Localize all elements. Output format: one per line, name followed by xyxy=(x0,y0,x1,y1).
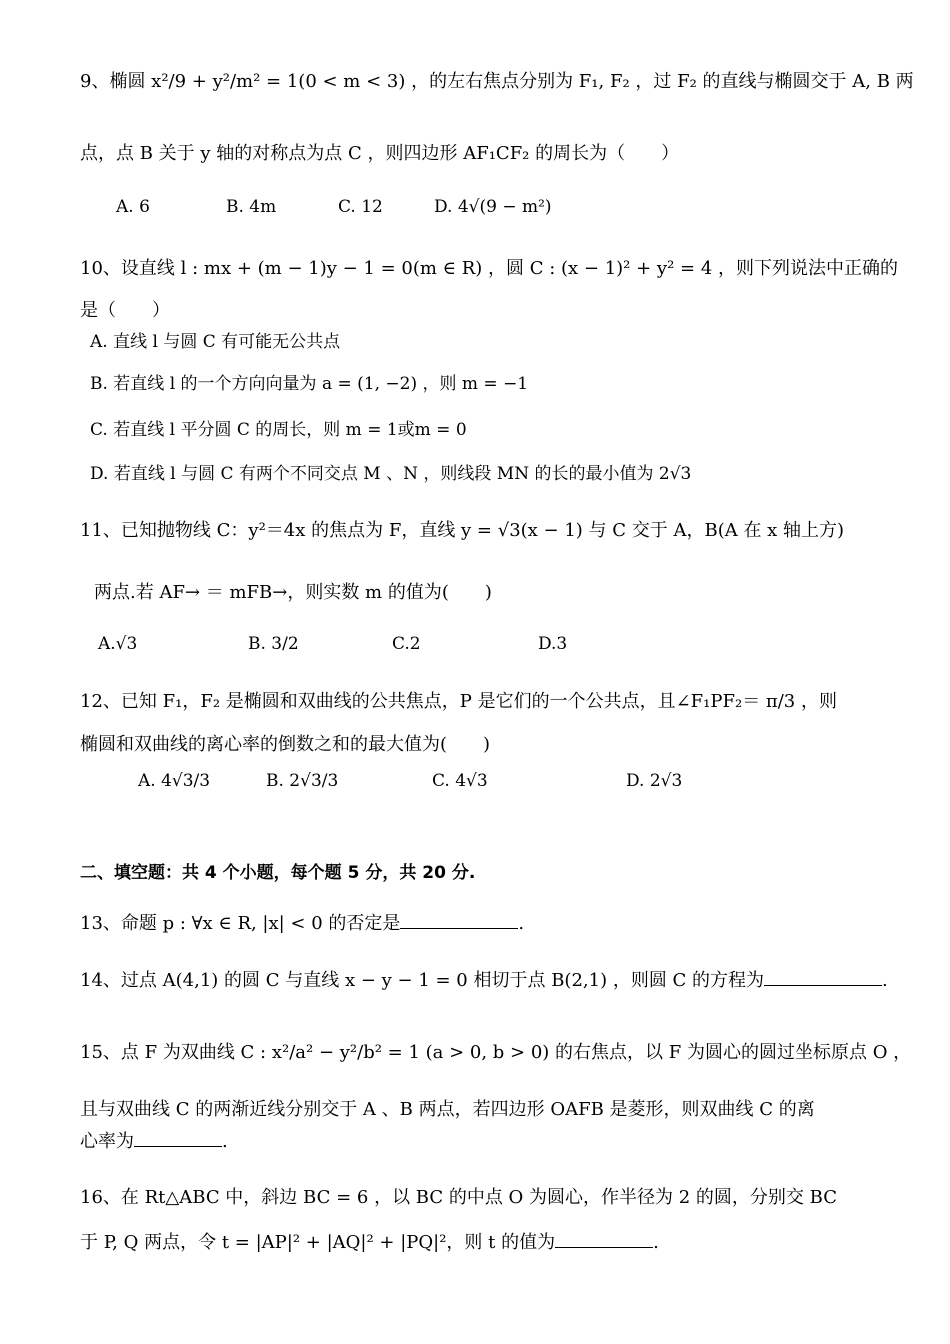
q16-line1: 16、在 Rt△ABC 中，斜边 BC = 6 ，以 BC 的中点 O 为圆心，作半径为 2 的圆，分别交 BC xyxy=(80,1187,837,1208)
q12-option-d: D. 2√3 xyxy=(626,771,683,791)
q9-option-b: B. 4m xyxy=(226,197,277,217)
q12-line1: 12、已知 F₁，F₂ 是椭圆和双曲线的公共焦点，P 是它们的一个公共点，且∠F₁PF₂＝ π/3 ，则 xyxy=(80,691,837,712)
q16-line2-text: 于 P, Q 两点，令 t = |AP|² + |AQ|² + |PQ|²，则 t 的值为 xyxy=(80,1232,556,1253)
q9-option-d: D. 4√(9 − m²) xyxy=(434,197,552,217)
q11-option-b: B. 3/2 xyxy=(248,634,299,654)
q10-option-b: B. 若直线 l 的一个方向向量为 a = (1, −2) ，则 m = −1 xyxy=(90,374,529,394)
q10-option-a: A. 直线 l 与圆 C 有可能无公共点 xyxy=(90,332,341,352)
q10-option-d: D. 若直线 l 与圆 C 有两个不同交点 M 、N ，则线段 MN 的长的最小值为 2√3 xyxy=(90,464,692,484)
q16-answer-blank[interactable] xyxy=(555,1229,653,1248)
q16-line2 xyxy=(80,1229,659,1255)
q13-end: . xyxy=(518,913,525,934)
q14-line xyxy=(80,967,888,993)
q11-line2: 两点.若 AF→ ＝ mFB→，则实数 m 的值为( ) xyxy=(94,582,492,603)
q11-line1: 11、已知抛物线 C：y²＝4x 的焦点为 F，直线 y = √3(x − 1) 与 C 交于 A，B(A 在 x 轴上方) xyxy=(80,520,845,541)
q16-end: . xyxy=(653,1232,659,1253)
q9-line1: 9、椭圆 x²/9 + y²/m² = 1(0 < m < 3) ，的左右焦点分别为 F₁, F₂ ，过 F₂ 的直线与椭圆交于 A, B 两 xyxy=(80,71,914,92)
q14-answer-blank[interactable] xyxy=(764,967,882,986)
q14-text: 14、过点 A(4,1) 的圆 C 与直线 x − y − 1 = 0 相切于点 B(2,1) ，则圆 C 的方程为 xyxy=(80,970,765,991)
q10-line2: 是（ ） xyxy=(80,300,170,321)
q15-line3 xyxy=(80,1128,228,1154)
q10-option-c: C. 若直线 l 平分圆 C 的周长，则 m = 1或m = 0 xyxy=(90,420,467,440)
q11-option-d: D.3 xyxy=(538,634,568,654)
q9-option-c: C. 12 xyxy=(338,197,383,217)
q12-option-c: C. 4√3 xyxy=(432,771,488,791)
q12-option-a: A. 4√3/3 xyxy=(138,771,211,791)
q13-answer-blank[interactable] xyxy=(400,910,518,929)
q12-option-b: B. 2√3/3 xyxy=(266,771,339,791)
section-heading: 二、填空题：共 4 个小题，每个题 5 分，共 20 分. xyxy=(80,863,476,883)
q9-option-a: A. 6 xyxy=(116,197,150,217)
q15-line2: 且与双曲线 C 的两渐近线分别交于 A 、B 两点，若四边形 OAFB 是菱形，则双曲线 C 的离 xyxy=(80,1099,815,1120)
q10-line1: 10、设直线 l : mx + (m − 1)y − 1 = 0(m ∈ R) ，圆 C : (x − 1)² + y² = 4 ，则下列说法中正确的 xyxy=(80,258,899,279)
q15-line1: 15、点 F 为双曲线 C : x²/a² − y²/b² = 1 (a > 0, b > 0) 的右焦点，以 F 为圆心的圆过坐标原点 O ， xyxy=(80,1042,912,1063)
q15-line3-text: 心率为 xyxy=(80,1131,134,1152)
q9-line2: 点，点 B 关于 y 轴的对称点为点 C ，则四边形 AF₁CF₂ 的周长为（ ） xyxy=(80,143,680,164)
q13-line xyxy=(80,910,524,936)
q12-line2: 椭圆和双曲线的离心率的倒数之和的最大值为( ) xyxy=(80,734,491,755)
q15-end: . xyxy=(222,1131,228,1152)
q14-end: . xyxy=(882,970,888,991)
q13-text: 13、命题 p : ∀x ∈ R, |x| < 0 的否定是 xyxy=(80,913,401,934)
q11-option-c: C.2 xyxy=(392,634,421,654)
q11-option-a: A.√3 xyxy=(98,634,138,654)
q15-answer-blank[interactable] xyxy=(134,1128,222,1147)
